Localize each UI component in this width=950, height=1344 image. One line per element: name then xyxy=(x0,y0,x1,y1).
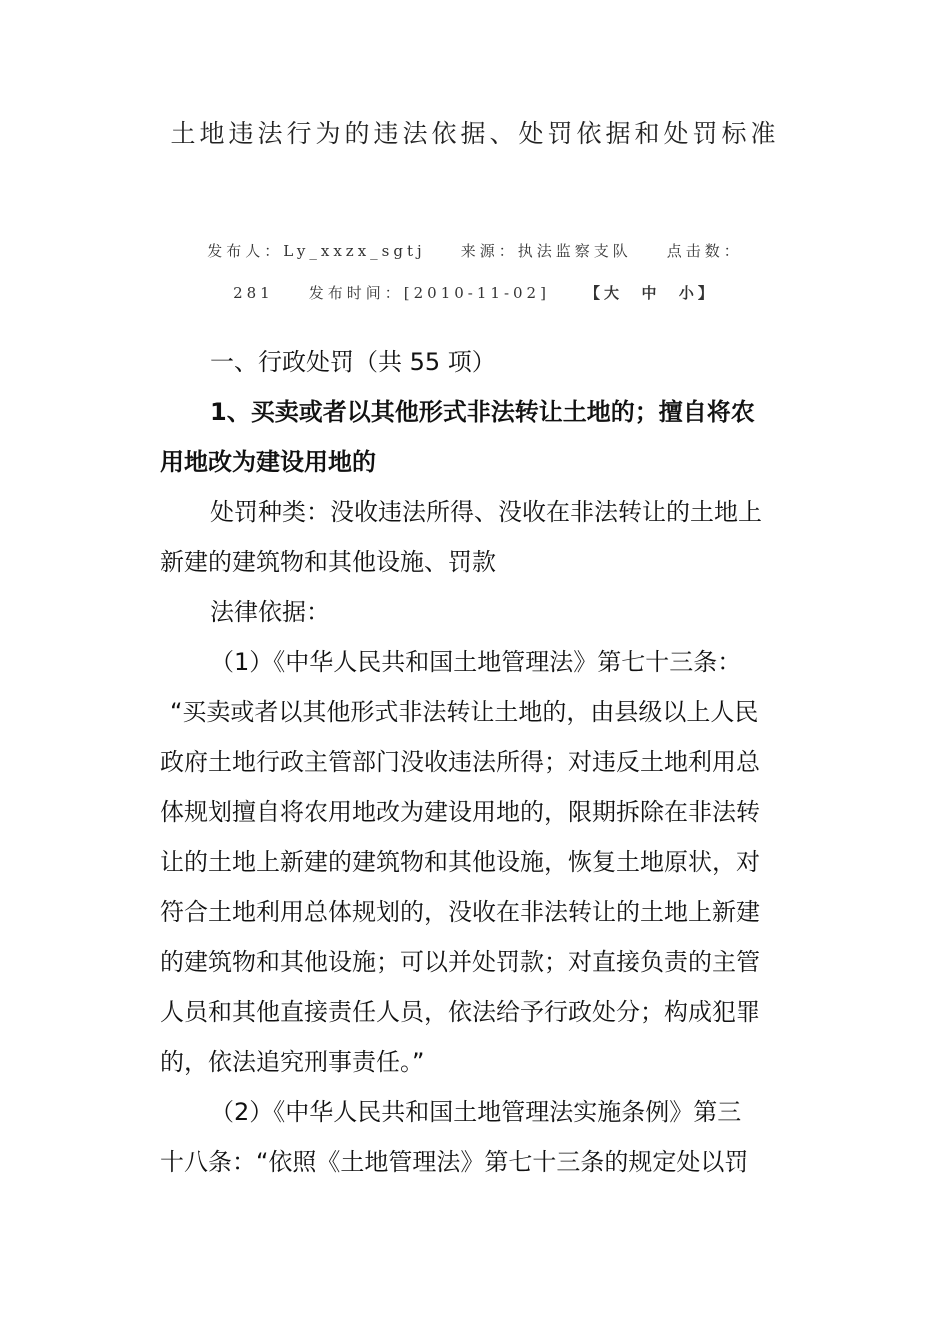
font-size-control[interactable]: 【大 中 小】 xyxy=(585,284,717,302)
publish-date-line xyxy=(0,282,950,303)
paragraph-line: 的，依法追究刑事责任。” xyxy=(160,1048,425,1076)
paragraph-line: （1）《中华人民共和国土地管理法》第七十三条： xyxy=(210,648,742,676)
document-title: 土地违法行为的违法依据、处罚依据和处罚标准 xyxy=(170,119,780,148)
paragraph-line: “买卖或者以其他形式非法转让土地的，由县级以上人民 xyxy=(170,698,759,726)
paragraph-line: 十八条：“依照《土地管理法》第七十三条的规定处以罚 xyxy=(160,1148,749,1176)
paragraph-line: 体规划擅自将农用地改为建设用地的，限期拆除在非法转 xyxy=(160,798,760,826)
paragraph-line: 的建筑物和其他设施；可以并处罚款；对直接负责的主管 xyxy=(160,948,760,976)
item-heading-line: 用地改为建设用地的 xyxy=(160,448,376,476)
paragraph-line: 处罚种类：没收违法所得、没收在非法转让的土地上 xyxy=(210,498,762,526)
publish-date-text: 281 发布时间：[2010-11-02] xyxy=(233,284,586,302)
item-heading-line: 1、买卖或者以其他形式非法转让土地的；擅自将农 xyxy=(210,398,755,426)
publish-info-line: 发布人：Ly_xxzx_sgtj 来源：执法监察支队 点击数： xyxy=(207,242,743,260)
paragraph-line: 让的土地上新建的建筑物和其他设施，恢复土地原状，对 xyxy=(160,848,760,876)
paragraph-line: 政府土地行政主管部门没收违法所得；对违反土地利用总 xyxy=(160,748,760,776)
paragraph-line: 法律依据： xyxy=(210,598,330,626)
paragraph-line: 人员和其他直接责任人员，依法给予行政处分；构成犯罪 xyxy=(160,998,760,1026)
paragraph-line: 符合土地利用总体规划的，没收在非法转让的土地上新建 xyxy=(160,898,760,926)
section-heading: 一、行政处罚（共 55 项） xyxy=(210,348,496,376)
paragraph-line: 新建的建筑物和其他设施、罚款 xyxy=(160,548,496,576)
paragraph-line: （2）《中华人民共和国土地管理法实施条例》第三 xyxy=(210,1098,742,1126)
